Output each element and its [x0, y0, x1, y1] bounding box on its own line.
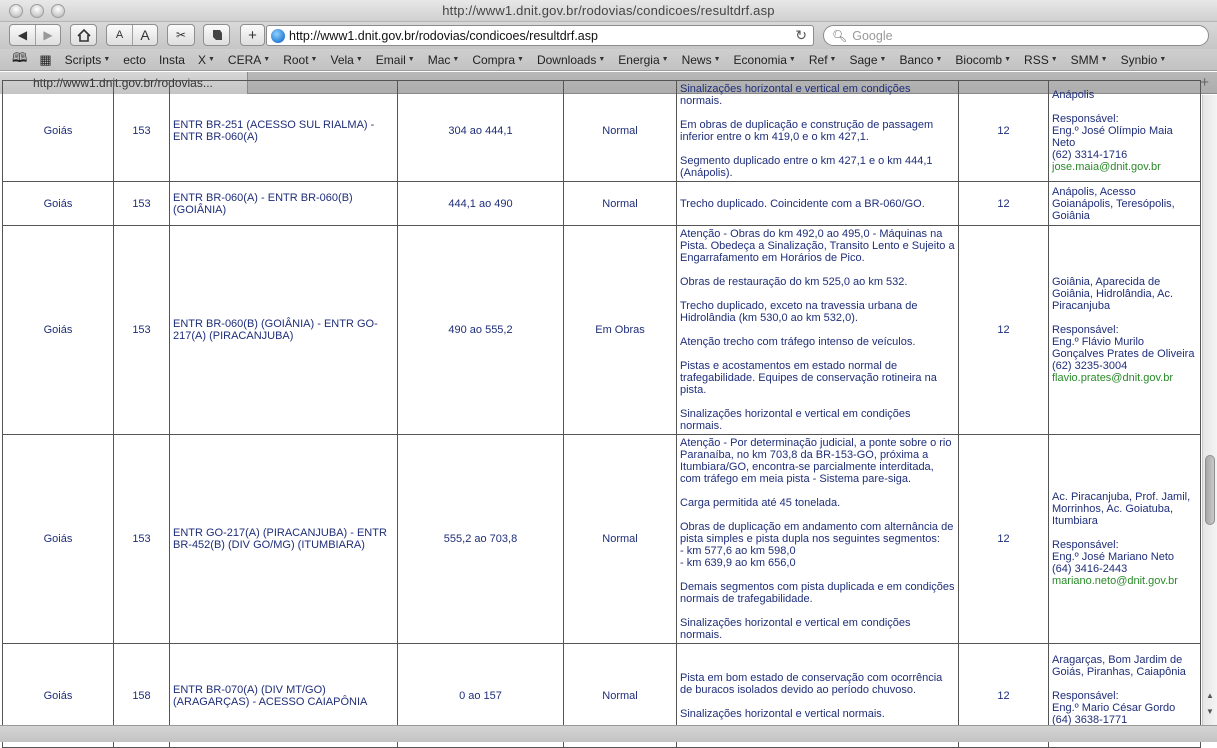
bookmark-news[interactable]: [682, 53, 721, 67]
observation-text: Atenção - Por determinação judicial, a ponte sobre o rio Paranaíba, no km 703,8 da BR-153-GO, próxima a Itumbiara/GO, encontra-se parcialmente interditada, com tráfego em meia pista - Sistema pare-siga.: [680, 437, 952, 485]
email-link[interactable]: mariano.neto@dnit.gov.br: [1052, 575, 1178, 587]
observation-text: Sinalizações horizontal e vertical em condições normais.: [680, 617, 911, 641]
scroll-down-icon[interactable]: ▼: [1206, 707, 1214, 716]
home-icon: [77, 29, 91, 42]
responsavel-label: Responsável:: [1052, 689, 1119, 702]
bookmark-label: Mac: [427, 52, 451, 67]
cell-trecho: ENTR BR-060(A) - ENTR BR-060(B) (GOIÂNIA): [170, 182, 398, 226]
cell-trecho: ENTR BR-251 (ACESSO SUL RIALMA) - ENTR BR-060(A): [170, 81, 398, 182]
chevron-down-icon: ▼: [879, 56, 887, 63]
browser-toolbar: [0, 22, 1217, 49]
cell-km: 444,1 ao 490: [398, 182, 564, 226]
observation-text: Obras de duplicação em andamento com alternância de pista simples e pista dupla nos seguintes segmentos: - km 577,6 ao km 598,0 - km 639,9 ao km 656,0: [680, 521, 954, 569]
window-titlebar: [0, 0, 1217, 22]
cell-observacoes: [677, 226, 959, 435]
bookmark-label: Email: [375, 52, 406, 67]
cell-trecho: ENTR GO-217(A) (PIRACANJUBA) - ENTR BR-452(B) (DIV GO/MG) (ITUMBIARA): [170, 435, 398, 644]
bookmark-label: Sage: [849, 52, 878, 67]
bookmarks-book-icon[interactable]: 🕮︎: [12, 49, 28, 65]
observation-text: Em obras de duplicação e construção de passagem inferior entre o km 419,0 e o km 427,1.: [680, 119, 934, 143]
bookmarks-bar: [0, 49, 1217, 71]
observation-text: Segmento duplicado entre o km 427,1 e o km 444,1 (Anápolis).: [680, 155, 933, 179]
bookmark-label: News: [681, 52, 712, 67]
chevron-down-icon: ▼: [1100, 56, 1108, 63]
bookmark-label: SMM: [1070, 52, 1099, 67]
bookmark-insta[interactable]: [159, 53, 185, 67]
bookmark-smm[interactable]: [1071, 53, 1108, 67]
search-input[interactable]: [823, 25, 1209, 46]
font-large-label: A: [140, 27, 150, 43]
cell-situacao: Normal: [564, 435, 677, 644]
observation-text: Sinalizações horizontal e vertical em condições normais.: [680, 83, 911, 107]
chevron-down-icon: ▼: [713, 56, 721, 63]
cell-br: 153: [114, 81, 170, 182]
table-row: [3, 226, 1201, 435]
cell-localidades: [1049, 182, 1201, 226]
cell-km: 304 ao 444,1: [398, 81, 564, 182]
clip-button[interactable]: [167, 24, 195, 46]
phone-number: (62) 3314-1716: [1052, 149, 1128, 161]
cell-br: 153: [114, 435, 170, 644]
cell-km: 555,2 ao 703,8: [398, 435, 564, 644]
bookmark-energia[interactable]: [618, 53, 668, 67]
chevron-down-icon: ▼: [452, 56, 460, 63]
responsavel-block: [1052, 113, 1197, 173]
cell-localidades: [1049, 226, 1201, 435]
bookmark-ref[interactable]: [809, 53, 837, 67]
engineer-name: Eng.º José Mariano Neto: [1052, 551, 1175, 563]
back-button[interactable]: [10, 25, 35, 45]
cell-extensao: 12: [959, 81, 1049, 182]
chevron-down-icon: ▼: [788, 56, 796, 63]
chevron-down-icon: ▼: [355, 56, 363, 63]
cell-km: 0 ao 157: [398, 644, 564, 748]
chevron-down-icon: ▼: [263, 56, 271, 63]
bookmark-root[interactable]: [283, 53, 317, 67]
observation-text: Trecho duplicado. Coincidente com a BR-060/GO.: [680, 197, 925, 210]
localidades-text: Aragarças, Bom Jardim de Goiás, Piranhas, Caiapônia: [1052, 653, 1186, 678]
tab-label: http://www1.dnit.gov.br/rodovias...: [33, 76, 213, 90]
road-conditions-table: [2, 80, 1201, 748]
observation-text: Pista em bom estado de conservação com ocorrência de buracos isolados devido ao período chuvoso.: [680, 671, 943, 696]
localidades-text: Anápolis: [1052, 89, 1095, 101]
cell-trecho: ENTR BR-070(A) (DIV MT/GO) (ARAGARÇAS) - ACESSO CAIAPÔNIA: [170, 644, 398, 748]
responsavel-block: [1052, 539, 1197, 587]
cell-observacoes: [677, 182, 959, 226]
cell-extensao: 12: [959, 182, 1049, 226]
cell-br: 158: [114, 644, 170, 748]
observation-text: Atenção trecho com tráfego intenso de veículos.: [680, 336, 916, 348]
cell-uf: Goiás: [3, 226, 114, 435]
chevron-down-icon: ▼: [1004, 56, 1012, 63]
cell-uf: Goiás: [3, 182, 114, 226]
cell-observacoes: [677, 81, 959, 182]
chevron-down-icon: ▼: [407, 56, 415, 63]
bookmark-biocomb[interactable]: [955, 53, 1011, 67]
globe-icon: [271, 29, 285, 43]
cell-trecho: ENTR BR-060(B) (GOIÂNIA) - ENTR GO-217(A) (PIRACANJUBA): [170, 226, 398, 435]
cell-uf: Goiás: [3, 81, 114, 182]
table-row: [3, 435, 1201, 644]
cell-extensao: 12: [959, 226, 1049, 435]
bookmark-email[interactable]: [376, 53, 415, 67]
cell-localidades: [1049, 81, 1201, 182]
window-title: http://www1.dnit.gov.br/rodovias/condicoes/resultdrf.asp: [442, 3, 775, 18]
back-arrow-icon: ◀: [17, 28, 28, 42]
cell-uf: Goiás: [3, 644, 114, 748]
chevron-down-icon: ▼: [207, 56, 215, 63]
elephant-icon: [210, 28, 224, 42]
localidades-text: Ac. Piracanjuba, Prof. Jamil, Morrinhos, Ac. Goiatuba, Itumbiara: [1052, 491, 1191, 527]
responsavel-label: Responsável:: [1052, 113, 1119, 125]
cell-observacoes: [677, 435, 959, 644]
engineer-name: Eng.º Mario César Gordo: [1052, 701, 1176, 714]
chevron-down-icon: ▼: [310, 56, 318, 63]
bookmark-label: CERA: [227, 52, 262, 67]
bookmark-banco[interactable]: [899, 53, 942, 67]
bookmark-label: Scripts: [64, 52, 102, 67]
responsavel-label: Responsável:: [1052, 539, 1119, 551]
bookmark-label: Biocomb: [955, 52, 1003, 67]
add-bookmark-button[interactable]: [240, 24, 265, 46]
bookmark-economia[interactable]: [734, 53, 796, 67]
bookmark-synbio[interactable]: [1121, 53, 1167, 67]
bookmark-label: X: [197, 52, 206, 67]
address-bar-url: http://www1.dnit.gov.br/rodovias/condicoes/resultdrf.asp: [289, 28, 598, 43]
bookmarks-list: [52, 53, 1167, 67]
bookmark-label: ecto: [123, 52, 146, 67]
bookmark-label: Root: [283, 52, 309, 67]
localidades-text: Goiânia, Aparecida de Goiânia, Hidrolândia, Ac. Piracanjuba: [1052, 276, 1174, 312]
observation-text: Pistas e acostamentos em estado normal de trafegabilidade. Equipes de conservação rotineira na pista.: [680, 360, 937, 396]
observation-text: Atenção - Obras do km 492,0 ao 495,0 - Máquinas na Pista. Obedeça a Sinalização, Transito Lento e Sujeito a Engarrafamento em Horários de Pico.: [680, 228, 955, 264]
phone-number: (64) 3638-1771: [1052, 713, 1128, 726]
phone-number: (64) 3416-2443: [1052, 563, 1128, 575]
bookmark-label: Ref: [808, 52, 828, 67]
observation-text: Sinalizações horizontal e vertical em condições normais.: [680, 408, 911, 432]
evernote-button[interactable]: [203, 24, 230, 46]
cell-br: 153: [114, 226, 170, 435]
status-bar: [0, 725, 1217, 742]
bookmark-downloads[interactable]: [537, 53, 605, 67]
bookmark-label: Energia: [618, 52, 660, 67]
add-icon: +: [248, 26, 257, 44]
bookmark-sage[interactable]: [849, 53, 886, 67]
cell-situacao: Em Obras: [564, 226, 677, 435]
observation-text: Sinalizações horizontal e vertical normais.: [680, 707, 885, 720]
cell-km: 490 ao 555,2: [398, 226, 564, 435]
cell-extensao: 12: [959, 435, 1049, 644]
chevron-down-icon: ▼: [103, 56, 111, 63]
forward-button[interactable]: [35, 25, 60, 45]
engineer-name: Eng.º Flávio Murilo Gonçalves Prates de Oliveira: [1052, 336, 1195, 360]
address-bar[interactable]: [266, 25, 814, 46]
bookmark-label: Downloads: [536, 52, 597, 67]
scrollbar-thumb[interactable]: [1205, 455, 1215, 525]
bookmark-rss[interactable]: [1024, 53, 1058, 67]
responsavel-block: [1052, 324, 1197, 384]
chevron-down-icon: ▼: [598, 56, 606, 63]
cell-situacao: Normal: [564, 182, 677, 226]
bookmark-compra[interactable]: [472, 53, 524, 67]
bookmark-scripts[interactable]: [65, 53, 111, 67]
home-button[interactable]: [70, 24, 97, 46]
scroll-up-icon[interactable]: ▲: [1206, 691, 1214, 700]
scissors-icon: ✂: [175, 28, 187, 42]
bookmark-cera[interactable]: [228, 53, 270, 67]
nav-buttons: [9, 24, 61, 46]
font-small-label: A: [115, 29, 124, 41]
chevron-down-icon: ▼: [1050, 56, 1058, 63]
reload-icon[interactable]: ↻: [795, 27, 807, 43]
chevron-down-icon: ▼: [517, 56, 524, 63]
search-placeholder: Google: [852, 28, 893, 43]
font-smaller-button[interactable]: [107, 25, 132, 45]
search-icon: 🔍︎: [832, 28, 848, 43]
cell-uf: Goiás: [3, 435, 114, 644]
new-tab-icon[interactable]: +: [1200, 74, 1209, 91]
observation-text: Carga permitida até 45 tonelada.: [680, 497, 841, 509]
bookmark-label: Vela: [330, 52, 354, 67]
email-link[interactable]: flavio.prates@dnit.gov.br: [1052, 372, 1174, 384]
bookmark-x[interactable]: [198, 53, 215, 67]
table-body: [3, 81, 1201, 748]
localidades-text: Anápolis, Acesso Goianápolis, Teresópolis, Goiânia: [1052, 185, 1175, 222]
chevron-down-icon: ▼: [1159, 56, 1167, 63]
bookmark-label: Insta: [158, 52, 185, 67]
bookmark-label: Synbio: [1120, 52, 1158, 67]
chevron-down-icon: ▼: [661, 56, 669, 63]
phone-number: (62) 3235-3004: [1052, 360, 1128, 372]
font-size-buttons: [106, 24, 158, 46]
email-link[interactable]: jose.maia@dnit.gov.br: [1052, 161, 1161, 173]
cell-localidades: [1049, 435, 1201, 644]
table-row: [3, 182, 1201, 226]
cell-situacao: Normal: [564, 644, 677, 748]
chevron-down-icon: ▼: [829, 56, 837, 63]
vertical-scrollbar[interactable]: [1202, 95, 1217, 725]
bookmark-label: RSS: [1024, 52, 1049, 67]
cell-situacao: Normal: [564, 81, 677, 182]
bookmark-label: Banco: [899, 52, 934, 67]
bookmark-label: Economia: [733, 52, 787, 67]
observation-text: Obras de restauração do km 525,0 ao km 532.: [680, 276, 908, 288]
bookmark-label: Compra: [472, 52, 516, 67]
bookmark-vela[interactable]: [330, 53, 362, 67]
table-row: [3, 81, 1201, 182]
engineer-name: Eng.º José Olímpio Maia Neto: [1052, 125, 1173, 149]
chevron-down-icon: ▼: [935, 56, 943, 63]
observation-text: Trecho duplicado, exceto na travessia urbana de Hidrolândia (km 530,0 ao km 532,0).: [680, 300, 918, 324]
forward-arrow-icon: ▶: [43, 28, 53, 42]
observation-text: Demais segmentos com pista duplicada e em condições normais de trafegabilidade.: [680, 581, 955, 605]
top-sites-grid-icon[interactable]: ▦: [39, 51, 52, 67]
bookmark-ecto[interactable]: [123, 53, 146, 67]
cell-br: 153: [114, 182, 170, 226]
bookmark-mac[interactable]: [428, 53, 460, 67]
responsavel-label: Responsável:: [1052, 324, 1119, 336]
font-larger-button[interactable]: [132, 25, 157, 45]
cell-extensao: 12: [959, 644, 1049, 748]
